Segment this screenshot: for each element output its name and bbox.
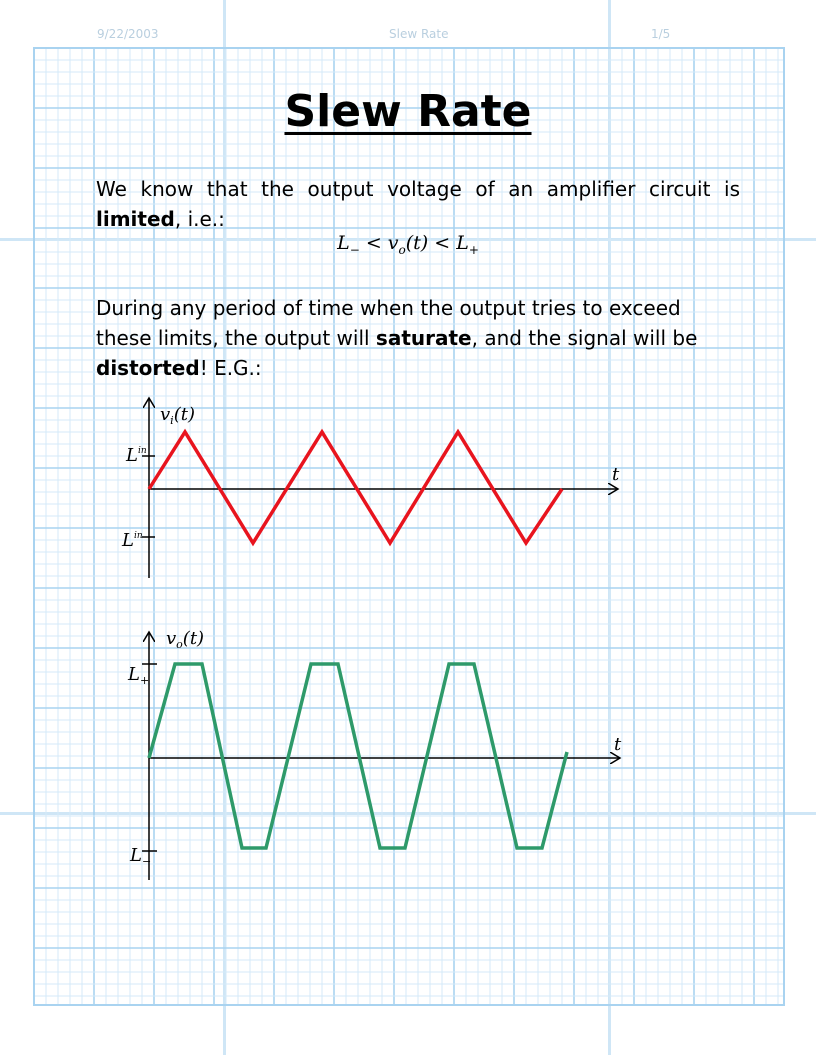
eq-lt-1: <	[365, 232, 382, 254]
paragraph-1-line-1: We know that the output voltage of an amplifier circuit is	[96, 177, 740, 201]
header-title: Slew Rate	[389, 27, 449, 41]
input-lower-label: $L^{in}$	[122, 530, 143, 551]
paragraph-2-line-2-pre: these limits, the output will	[96, 326, 376, 350]
bold-distorted: distorted	[96, 356, 200, 380]
header-page-number: 1/5	[651, 27, 671, 41]
input-x-label: t	[612, 464, 620, 485]
output-lower-label: $L_-$	[130, 845, 152, 868]
bold-saturate: saturate	[375, 326, 472, 350]
output-upper-label: $L_+$	[128, 664, 150, 687]
eq-right: L	[456, 232, 469, 254]
paragraph-2-line-2-post: , and the signal will be	[471, 326, 698, 350]
page-title: Slew Rate	[284, 86, 532, 137]
input-upper-label: $L^{in}$	[126, 445, 147, 466]
output-clipped-wave	[149, 664, 567, 848]
paragraph-2-line-1: During any period of time when the output tries to exceed	[96, 296, 681, 320]
eq-middle-sub: o	[398, 242, 406, 257]
eq-middle: v	[387, 232, 399, 254]
output-x-label: t	[614, 734, 622, 755]
paragraph-1-tail: , i.e.:	[174, 207, 225, 231]
output-y-label: $v_o(t)$	[166, 628, 205, 651]
eq-left: L	[337, 232, 350, 254]
eq-arg: (t)	[405, 232, 429, 254]
output-plot	[127, 628, 622, 880]
eq-lt-2: <	[434, 232, 451, 254]
input-y-label: $v_i(t)$	[160, 404, 195, 427]
input-triangle-wave	[149, 432, 562, 543]
header-date: 9/22/2003	[97, 27, 159, 41]
eq-left-sub: −	[349, 242, 360, 257]
paragraph-2-line-3-post: ! E.G.:	[199, 356, 262, 380]
eq-right-sub: +	[468, 242, 479, 257]
bold-limited: limited	[96, 207, 175, 231]
input-plot	[121, 398, 620, 578]
